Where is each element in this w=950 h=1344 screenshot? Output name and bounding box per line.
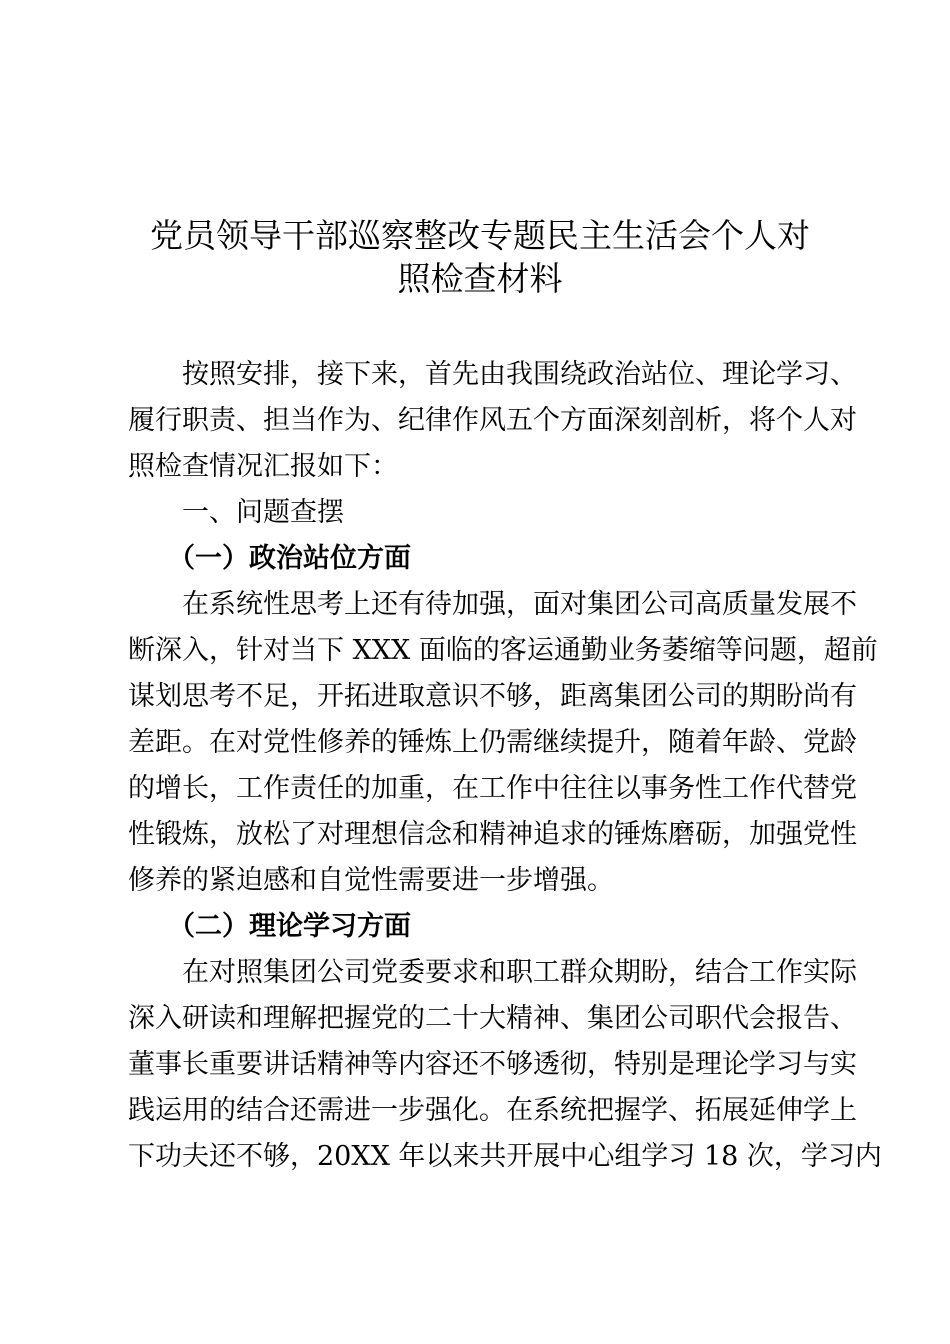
paragraph-line: 断深入，针对当下 XXX 面临的客运通勤业务萎缩等问题，超前 [128,635,878,666]
intro-line: 履行职责、担当作为、纪律作风五个方面深刻剖析，将个人对 [128,405,857,436]
document-title [120,214,840,300]
subsection-heading: （二）理论学习方面 [168,911,411,942]
paragraph-line: 性锻炼，放松了对理想信念和精神追求的锤炼磨砺，加强党性 [128,819,857,850]
title-line: 照检查材料 [397,259,563,298]
intro-line: 按照安排，接下来，首先由我围绕政治站位、理论学习、 [182,359,857,390]
paragraph-line: 在系统性思考上还有待加强，面对集团公司高质量发展不 [182,589,857,620]
paragraph-line: 修养的紧迫感和自觉性需要进一步增强。 [128,865,614,896]
subsection-heading: （一）政治站位方面 [168,543,411,574]
paragraph-line: 谋划思考不足，开拓进取意识不够，距离集团公司的期盼尚有 [128,681,857,712]
paragraph-line: 下功夫还不够，20XX 年以来共开展中心组学习 18 次，学习内 [128,1141,882,1172]
document-body [128,352,882,1180]
section-heading: 一、问题查摆 [182,497,344,528]
paragraph-line: 差距。在对党性修养的锤炼上仍需继续提升，随着年龄、党龄 [128,727,857,758]
intro-line: 照检查情况汇报如下： [128,451,398,482]
paragraph-line: 践运用的结合还需进一步强化。在系统把握学、拓展延伸学上 [128,1095,857,1126]
paragraph-line: 的增长，工作责任的加重，在工作中往往以事务性工作代替党 [128,773,857,804]
paragraph-line: 深入研读和理解把握党的二十大精神、集团公司职代会报告、 [128,1003,857,1034]
paragraph-line: 董事长重要讲话精神等内容还不够透彻，特别是理论学习与实 [128,1049,857,1080]
paragraph-line: 在对照集团公司党委要求和职工群众期盼，结合工作实际 [182,957,857,988]
title-line: 党员领导干部巡察整改专题民主生活会个人对 [150,216,810,255]
